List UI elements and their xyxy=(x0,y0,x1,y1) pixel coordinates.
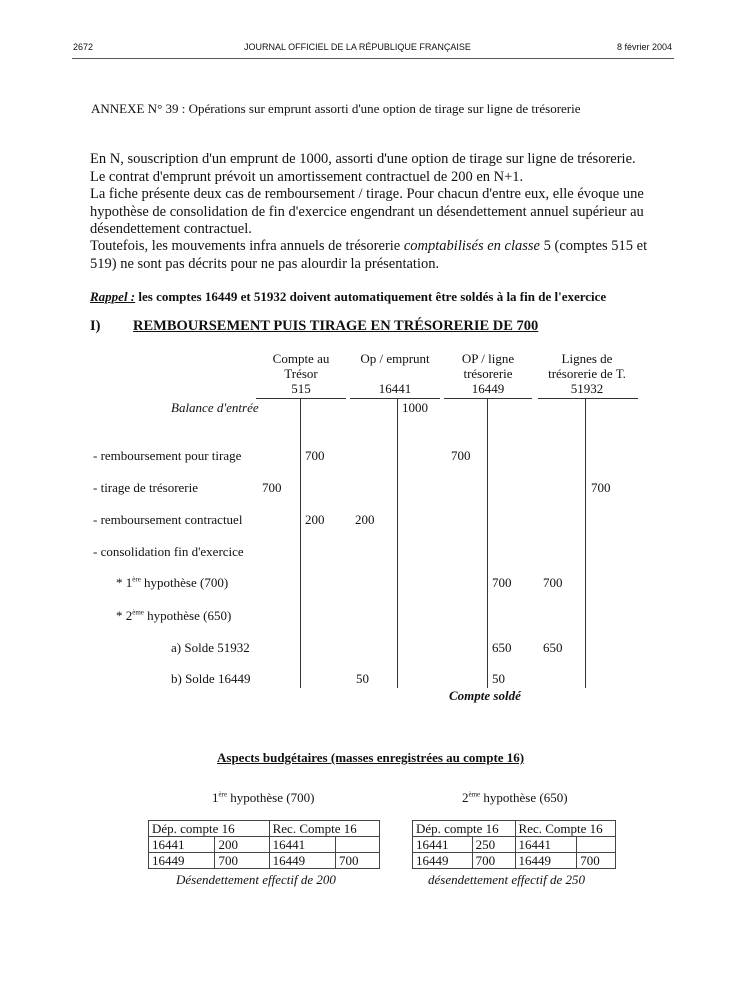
value-contr-515: 200 xyxy=(305,512,325,527)
t-account-16449-stem xyxy=(487,398,488,688)
row-solde-b-label: b) Solde 16449 xyxy=(171,671,251,686)
header-rec: Rec. Compte 16 xyxy=(515,821,615,837)
table-row: 16441 250 16441 xyxy=(413,837,616,853)
header-rec: Rec. Compte 16 xyxy=(269,821,379,837)
publication-date: 8 février 2004 xyxy=(617,42,673,52)
value-hyp1-16449: 700 xyxy=(492,575,512,590)
journal-title: JOURNAL OFFICIEL DE LA RÉPUBLIQUE FRANÇAISE xyxy=(244,42,471,52)
row-solde-a-label: a) Solde 51932 xyxy=(171,640,250,655)
row-tirage-label: - tirage de trésorerie xyxy=(93,480,199,495)
value-remb-515: 700 xyxy=(305,448,325,463)
table-row xyxy=(149,821,380,837)
row-remb-contractuel-label: - remboursement contractuel xyxy=(93,512,243,527)
table2-title: 2ème hypothèse (650) xyxy=(462,790,568,805)
rappel-note: Rappel : les comptes 16449 et 51932 doivent automatiquement être soldés à la fin de l'exercice xyxy=(90,289,607,304)
value-b-16449: 50 xyxy=(492,671,505,686)
value-balance-16441: 1000 xyxy=(402,400,428,415)
account-16441-header: Op / emprunt 16441 xyxy=(360,351,430,396)
value-tirage-515: 700 xyxy=(262,480,282,495)
row-hyp2-label: * 2ème hypothèse (650) xyxy=(116,608,232,623)
t-account-16441-stem xyxy=(397,398,398,688)
compte-solde-label: Compte soldé xyxy=(449,688,521,703)
t-account-51932-stem xyxy=(585,398,586,688)
value-remb-16449: 700 xyxy=(451,448,471,463)
annexe-title: ANNEXE N° 39 : Opérations sur emprunt assorti d'une option de tirage sur ligne de trésorerie xyxy=(91,101,581,116)
account-51932-header: Lignes de trésorerie de T. 51932 xyxy=(548,351,626,396)
budget-table-hyp1 xyxy=(148,820,380,869)
row-remb-tirage-label: - remboursement pour tirage xyxy=(93,448,242,463)
t-account-515-stem xyxy=(300,398,301,688)
table-row: 16441 200 16441 xyxy=(149,837,380,853)
table2-caption: désendettement effectif de 250 xyxy=(428,872,586,887)
account-16449-header: OP / ligne trésorerie 16449 xyxy=(461,351,515,396)
header-dep: Dép. compte 16 xyxy=(413,821,516,837)
t-account-16449-bar xyxy=(444,398,532,399)
row-balance-label: Balance d'entrée xyxy=(171,400,259,415)
t-account-51932-bar xyxy=(538,398,638,399)
aspects-budgetaires-title: Aspects budgétaires (masses enregistrées au compte 16) xyxy=(217,750,525,765)
t-account-16441-bar xyxy=(350,398,440,399)
value-hyp1-51932: 700 xyxy=(543,575,563,590)
row-hyp1-label: * 1ère hypothèse (700) xyxy=(116,575,229,590)
value-b-16441: 50 xyxy=(356,671,369,686)
account-515-header: Compte au Trésor 515 xyxy=(272,351,330,396)
table-row xyxy=(413,821,616,837)
row-consolidation-label: - consolidation fin d'exercice xyxy=(93,544,244,559)
header-rule xyxy=(72,58,674,59)
table1-caption: Désendettement effectif de 200 xyxy=(176,872,336,887)
section-number: I) xyxy=(90,318,101,334)
t-account-515-bar xyxy=(256,398,346,399)
value-a-16449: 650 xyxy=(492,640,512,655)
header-dep: Dép. compte 16 xyxy=(149,821,270,837)
value-contr-16441: 200 xyxy=(355,512,375,527)
value-tirage-51932: 700 xyxy=(591,480,611,495)
value-a-51932: 650 xyxy=(543,640,563,655)
table-row: 16449 700 16449 700 xyxy=(413,853,616,869)
table1-title: 1ère hypothèse (700) xyxy=(212,790,315,805)
budget-table-hyp2 xyxy=(412,820,616,869)
page-number: 2672 xyxy=(73,42,94,52)
table-row: 16449 700 16449 700 xyxy=(149,853,380,869)
section-title: REMBOURSEMENT PUIS TIRAGE EN TRÉSORERIE DE 700 xyxy=(133,318,539,334)
